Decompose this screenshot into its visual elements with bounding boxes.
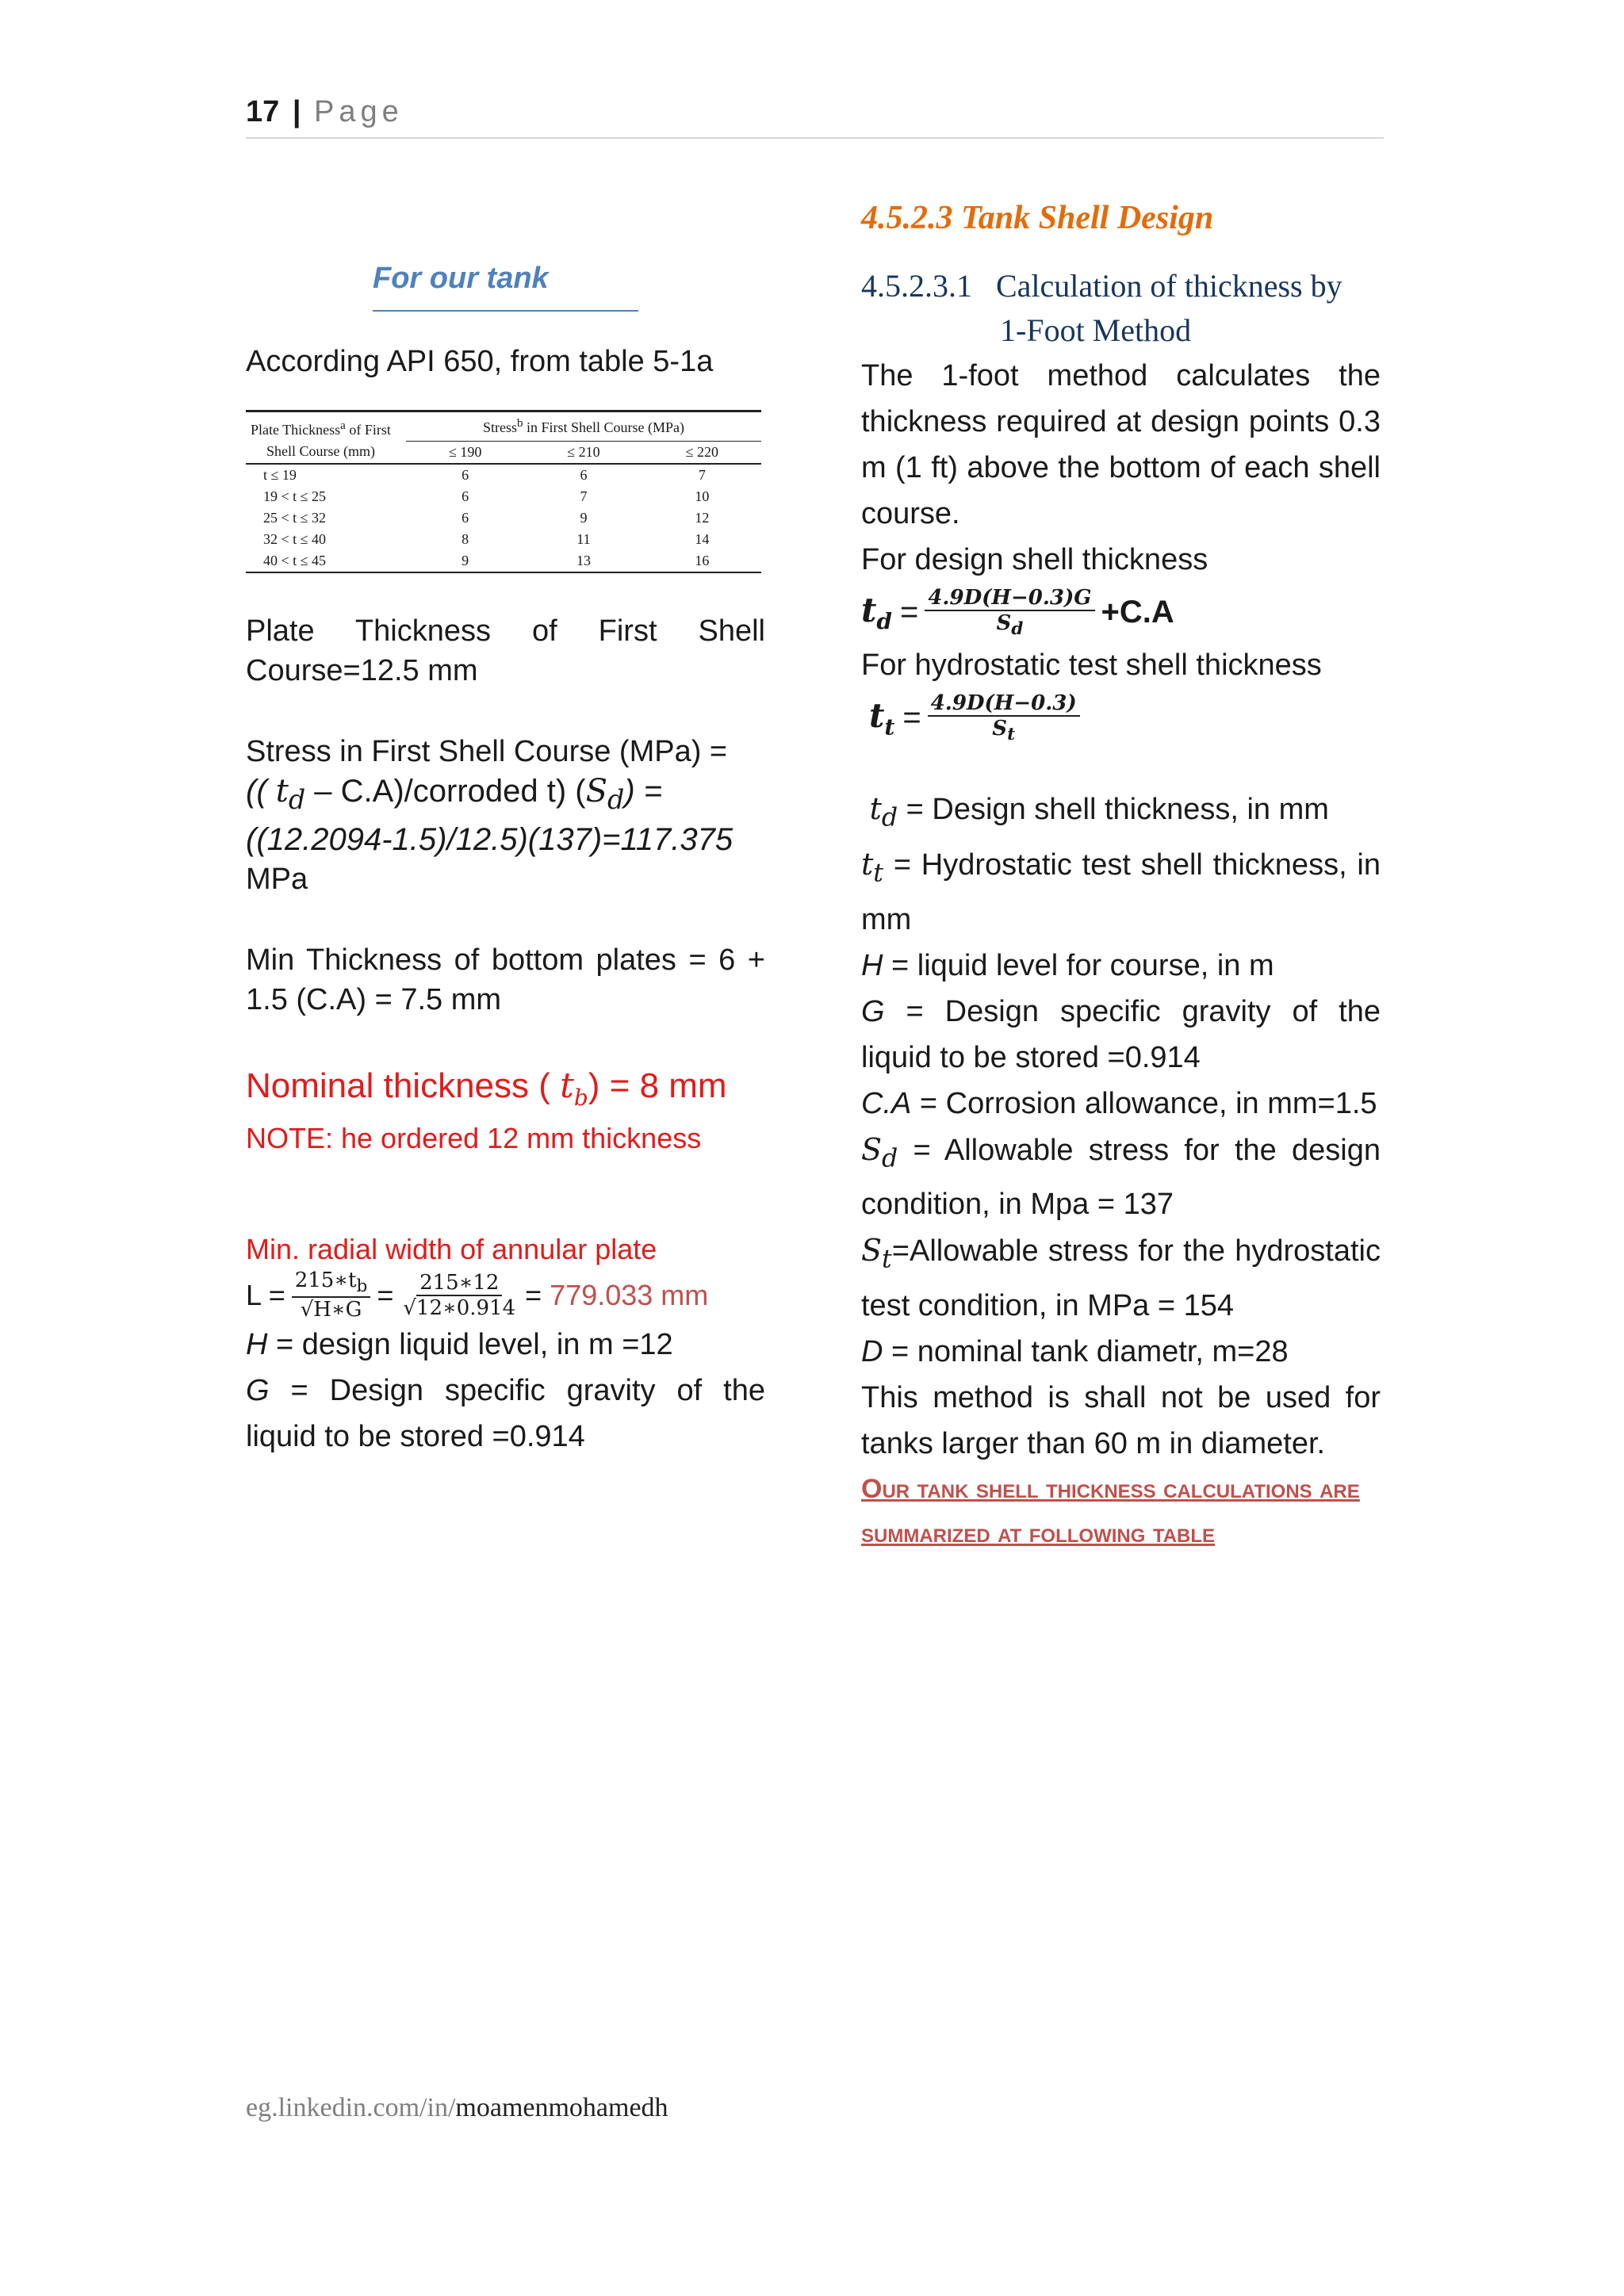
section-title: 4.5.2.3 Tank Shell Design	[861, 200, 1214, 236]
annular-formula: L = $\frac{215∗t_b}{√H∗G}$ = $\frac{215∗12}{√12∗0.914}$ = 779.033 mm	[246, 1269, 709, 1322]
g-definition: G = Design specific gravity of the liquid to be stored =0.914	[246, 1374, 765, 1454]
page-label: Page	[314, 95, 404, 128]
table-col-header: ≤ 220	[643, 441, 761, 464]
note-text: NOTE: he ordered 12 mm thickness	[246, 1122, 702, 1155]
definition-item: H = liquid level for course, in m	[861, 948, 1274, 982]
annular-fraction-1: $\frac{215∗t_b}{√H∗G}$	[292, 1269, 371, 1322]
table-col1-header-l2: Shell Course (mm)	[246, 441, 406, 464]
table-stress-header: Stress$^b$ in First Shell Course (MPa)	[406, 411, 761, 442]
definition-item: G = Design specific gravity of the liquid to be stored =0.914	[861, 994, 1381, 1074]
definition-item: D = nominal tank diametr, m=28	[861, 1334, 1289, 1368]
stress-unit: MPa	[246, 862, 308, 896]
table-row: 19 < t ≤ 25 6 7 10	[263, 488, 710, 504]
stress-result: ((12.2094-1.5)/12.5)(137)=117.375	[246, 821, 733, 857]
page-number: 17	[246, 95, 280, 128]
hydro-thickness-label: For hydrostatic test shell thickness	[861, 649, 1322, 683]
method-limit-note: This method is shall not be used for tanks larger than 60 m in diameter.	[861, 1380, 1381, 1460]
right-column	[861, 194, 1381, 1556]
table-col-header: ≤ 210	[524, 441, 642, 464]
table-col-header: ≤ 190	[406, 441, 524, 464]
table-row: 32 < t ≤ 40 8 11 14	[263, 530, 710, 547]
summary-link[interactable]: Our tank shell thickness calculations are summarized at following table	[861, 1473, 1360, 1548]
tt-fraction: $\frac{4.9D(H-0.3)}{S_t}$	[928, 691, 1080, 744]
table-row: 25 < t ≤ 32 6 9 12	[263, 509, 710, 526]
nominal-thickness: Nominal thickness ( $t_b) = 8$ mm	[246, 1065, 727, 1111]
annular-plate-title: Min. radial width of annular plate	[246, 1233, 657, 1266]
definition-item: $S_t=Allowable$ stress for the hydrostatic test condition, in MPa = 154	[861, 1233, 1381, 1322]
stress-formula: (( $t_d$ – C.A)/corroded t) $(S_d)$ =	[246, 772, 663, 815]
footer-link[interactable]: eg.linkedin.com/in/moamenmohamedh	[246, 2093, 668, 2122]
h-definition: H = design liquid level, in m =12	[246, 1328, 673, 1362]
definitions-list	[861, 786, 1381, 1374]
plate-thickness-text: Plate Thickness of First Shell Course=12.5 mm	[246, 614, 765, 687]
annular-fraction-2: $\frac{215∗12}{√12∗0.914}$	[403, 1270, 516, 1320]
for-our-tank-heading: For our tank	[373, 262, 638, 312]
api-reference: According API 650, from table 5-1a	[246, 345, 714, 378]
table-row: 40 < t ≤ 45 9 13 16	[246, 550, 761, 572]
td-equation: $t_d$ = $\frac{4.9D(H-0.3)G}{S_d}$ +C.A	[861, 586, 1174, 640]
page-header	[246, 95, 1384, 139]
min-bottom-thickness: Min Thickness of bottom plates = 6 + 1.5 (C.A) = 7.5 mm	[246, 943, 765, 1016]
annular-result: 779.033 mm	[550, 1278, 709, 1311]
table-col1-header: Plate Thickness$^a$ of First	[251, 419, 391, 438]
tt-equation: $t_t$ = $\frac{4.9D(H-0.3)}{S_t}$	[869, 691, 1381, 744]
left-column	[246, 262, 765, 1460]
definition-item: $t_d$ = Design shell thickness, in mm	[869, 791, 1329, 832]
method-intro: The 1-foot method calculates the thickness required at design points 0.3 m (1 ft) above the bottom of each shell course.	[861, 359, 1381, 530]
api-table	[246, 410, 761, 573]
header-separator: |	[292, 95, 301, 128]
subsection-title: 4.5.2.3.1 Calculation of thickness by 1-Foot Method	[861, 268, 1342, 348]
stress-label: Stress in First Shell Course (MPa) =	[246, 734, 728, 768]
design-thickness-label: For design shell thickness	[861, 543, 1208, 576]
definition-item: $t_t$ = Hydrostatic test shell thickness, in mm	[861, 846, 1381, 936]
definition-item: C.A = Corrosion allowance, in mm=1.5	[861, 1086, 1377, 1120]
definition-item: $S_d$ = Allowable stress for the design condition, in Mpa = 137	[861, 1131, 1381, 1222]
table-row: t ≤ 19 6 6 7	[263, 466, 706, 483]
td-fraction: $\frac{4.9D(H-0.3)G}{S_d}$	[925, 586, 1094, 639]
